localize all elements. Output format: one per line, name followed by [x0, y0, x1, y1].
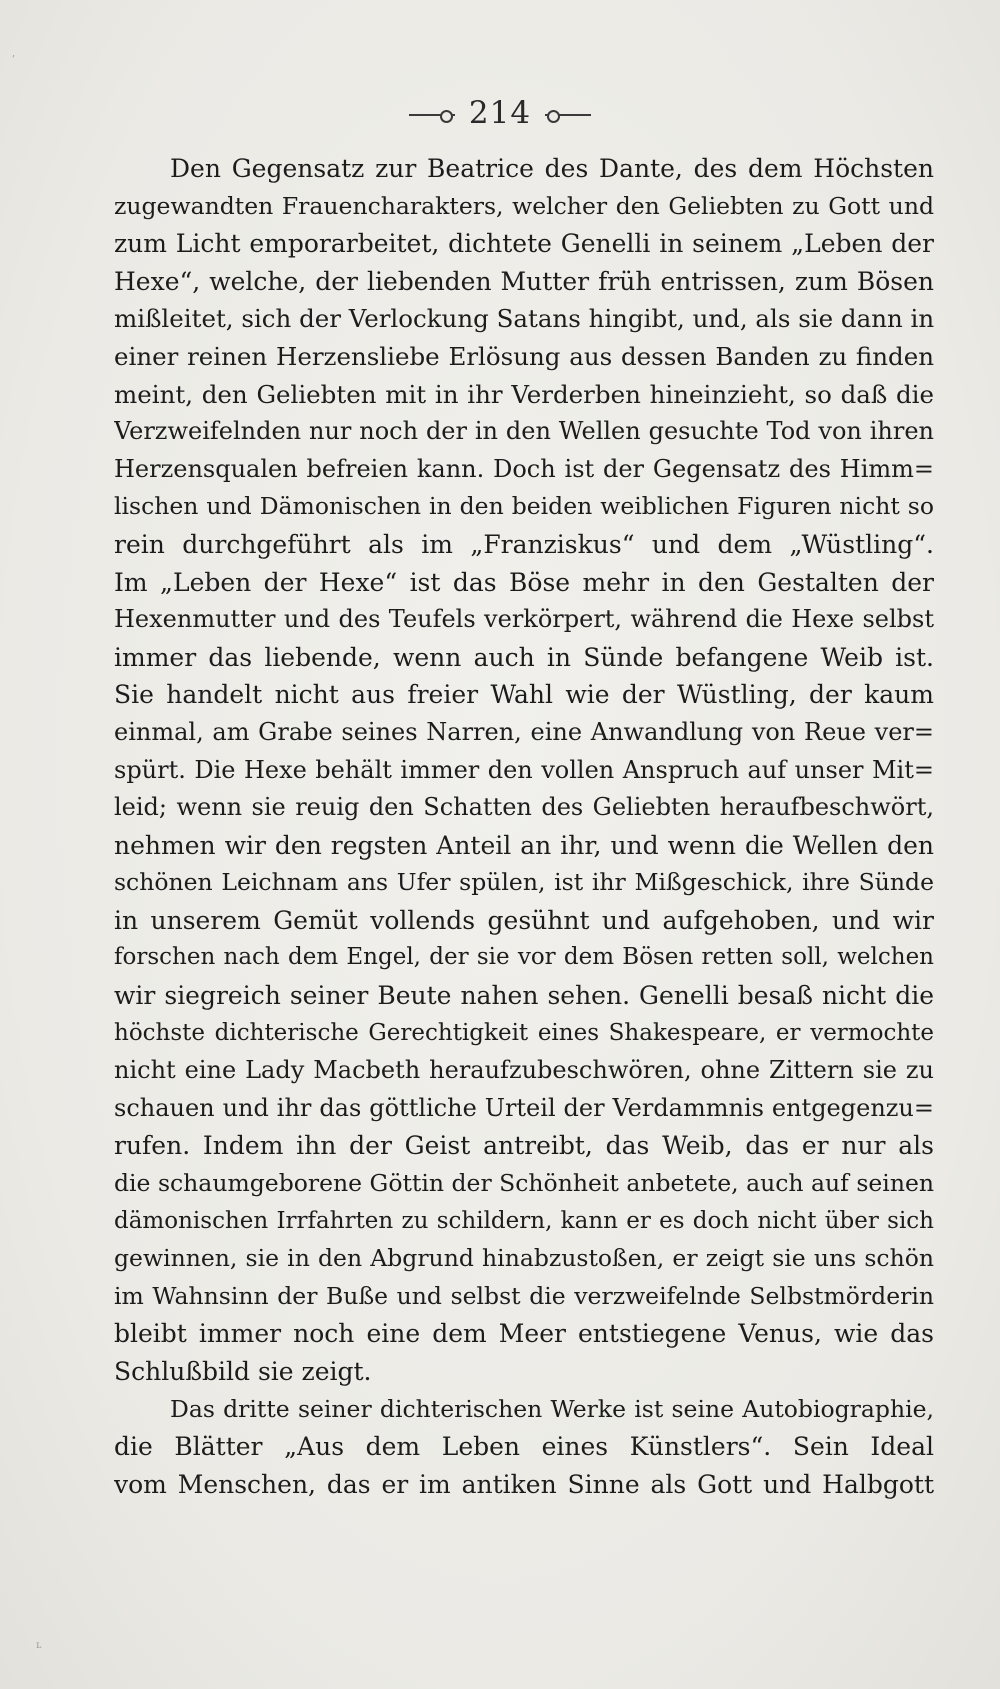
text-line: höchste dichterische Gerechtigkeit eines Shakespeare, er vermochte — [114, 1019, 934, 1046]
text-line: rufen. Indem ihn der Geist antreibt, das Weib, das er nur als — [114, 1131, 934, 1161]
text-line: zugewandten Frauencharakters, welcher den Geliebten zu Gott und — [114, 191, 934, 220]
text-line: Herzensqualen befreien kann. Doch ist der Gegensatz des Himm= — [114, 454, 934, 483]
text-line: meint, den Geliebten mit in ihr Verderben hineinzieht, so daß die — [114, 379, 934, 409]
text-line: forschen nach dem Engel, der sie vor dem Bösen retten soll, welchen — [114, 944, 934, 971]
text-line: Sie handelt nicht aus freier Wahl wie der Wüstling, der kaum — [114, 680, 934, 710]
text-line: schönen Leichnam ans Ufer spülen, ist ihr Mißgeschick, ihre Sünde — [114, 868, 934, 897]
text-line: spürt. Die Hexe behält immer den vollen Anspruch auf unser Mit= — [114, 755, 934, 784]
text-line: Im „Leben der Hexe“ ist das Böse mehr in den Gestalten der — [114, 567, 934, 597]
text-line: einer reinen Herzensliebe Erlösung aus dessen Banden zu finden — [114, 341, 934, 371]
text-line: bleibt immer noch eine dem Meer entstiegene Venus, wie das — [114, 1319, 934, 1349]
text-line: zum Licht emporarbeitet, dichtete Genelli in seinem „Leben der — [114, 229, 934, 259]
text-line: immer das liebende, wenn auch in Sünde befangene Weib ist. — [114, 642, 934, 672]
left-ornament-icon — [409, 109, 455, 121]
text-line: Verzweifelnden nur noch der in den Wellen gesuchte Tod von ihren — [114, 417, 934, 446]
text-line: leid; wenn sie reuig den Schatten des Geliebten heraufbeschwört, — [114, 793, 934, 822]
page-header — [0, 95, 1000, 131]
text-line: Hexe“, welche, der liebenden Mutter früh entrissen, zum Bösen — [114, 266, 934, 296]
text-line: wir siegreich seiner Beute nahen sehen. Genelli besaß nicht die — [114, 981, 934, 1011]
text-line: lischen und Dämonischen in den beiden weiblichen Figuren nicht so — [114, 492, 934, 521]
text-line: im Wahnsinn der Buße und selbst die verzweifelnde Selbstmörderin — [114, 1281, 934, 1310]
text-line: gewinnen, sie in den Abgrund hinabzustoßen, er zeigt sie uns schön — [114, 1244, 934, 1273]
right-ornament-icon — [545, 109, 591, 121]
margin-mark: ʟ — [36, 1640, 42, 1651]
body-text — [114, 150, 934, 1503]
text-line: Schlußbild sie zeigt. — [114, 1357, 372, 1386]
text-line: die Blätter „Aus dem Leben eines Künstlers“. Sein Ideal — [114, 1432, 934, 1462]
text-line: Das dritte seiner dichterischen Werke ist seine Autobiographie, — [170, 1394, 934, 1423]
text-line: die schaumgeborene Göttin der Schönheit anbetete, auch auf seinen — [114, 1169, 934, 1198]
text-line: Hexenmutter und des Teufels verkörpert, während die Hexe selbst — [114, 605, 934, 634]
text-line: mißleitet, sich der Verlockung Satans hingibt, und, als sie dann in — [114, 304, 934, 334]
text-line: schauen und ihr das göttliche Urteil der Verdammnis entgegenzu= — [114, 1093, 934, 1122]
text-line: nicht eine Lady Macbeth heraufzubeschwören, ohne Zittern sie zu — [114, 1056, 934, 1085]
text-line: Den Gegensatz zur Beatrice des Dante, des dem Höchsten — [170, 154, 934, 183]
text-line: in unserem Gemüt vollends gesühnt und aufgehoben, und wir — [114, 905, 934, 935]
margin-mark: , — [12, 48, 16, 59]
page-number: 214 — [468, 95, 532, 131]
text-line: nehmen wir den regsten Anteil an ihr, und wenn die Wellen den — [114, 830, 934, 860]
text-line: dämonischen Irrfahrten zu schildern, kann er es doch nicht über sich — [114, 1207, 934, 1234]
text-line: rein durchgeführt als im „Franziskus“ und dem „Wüstling“. — [114, 529, 934, 559]
text-line: einmal, am Grabe seines Narren, eine Anwandlung von Reue ver= — [114, 717, 934, 746]
text-line: vom Menschen, das er im antiken Sinne als Gott und Halbgott — [114, 1469, 934, 1499]
